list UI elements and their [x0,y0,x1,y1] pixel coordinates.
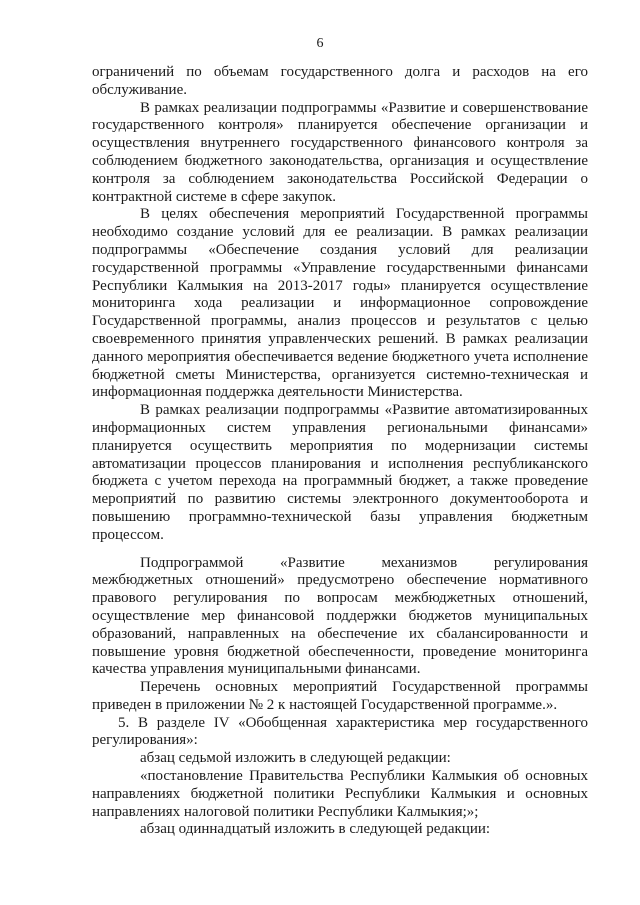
paragraph-4: В рамках реализации подпрограммы «Развитие автоматизированных информационных систем управления региональными финансами» планируется осуществить мероприятия по модернизации системы автоматизации процессов планирования и исполнения республиканского бюджета с учетом перехода на программный бюджет, а также проведение мероприятий по развитию системы электронного документооборота и повышению программно-технической базы управления бюджетным процессом. [92,402,588,543]
paragraph-3: В целях обеспечения мероприятий Государственной программы необходимо создание условий для ее реализации. В рамках реализации подпрограммы «Обеспечение создания условий для реализации государственной программы «Управление государственными финансами Республики Калмыкия на 2013-2017 годы» планируется осуществление мониторинга хода реализации и информационное сопровождение Государственной программы, анализ процессов и результатов с целью своевременного принятия управленческих решений. В рамках реализации данного мероприятия обеспечивается ведение бюджетного учета исполнение бюджетной сметы Министерства, организуется системно-техническая и информационная поддержка деятельности Министерства. [92,206,588,401]
paragraph-7: 5. В разделе IV «Обобщенная характеристика мер государственного регулирования»: [92,714,588,749]
paragraph-5: Подпрограммой «Развитие механизмов регулирования межбюджетных отношений» предусмотрено обеспечение нормативного правового регулирования по вопросам межбюджетных отношений, осуществление мер финансовой поддержки бюджетов муниципальных образований, направленных на обеспечение их сбалансированности и повышение уровня бюджетной обеспеченности, проведение мониторинга качества управления муниципальными финансами. [92,554,588,678]
paragraph-9: «постановление Правительства Республики Калмыкия об основных направлениях бюджетной политики Республики Калмыкия и основных направлениях налоговой политики Республики Калмыкия;»; [92,768,588,820]
paragraph-1: ограничений по объемам государственного долга и расходов на его обслуживание. [92,64,588,98]
page-number: 6 [316,36,324,51]
document-body [92,64,588,839]
paragraph-2: В рамках реализации подпрограммы «Развитие и совершенствование государственного контроля» планируется обеспечение организации и осуществления внутреннего государственного финансового контроля за соблюдением бюджетного законодательства, организация и осуществление контроля за соблюдением законодательства Российской Федерации о контрактной системе в сфере закупок. [92,99,588,205]
paragraph-6: Перечень основных мероприятий Государственной программы приведен в приложении № 2 к настоящей Государственной программе.». [92,679,588,713]
paragraph-8: абзац седьмой изложить в следующей редакции: [140,750,451,767]
paragraph-10: абзац одиннадцатый изложить в следующей редакции: [140,821,491,838]
